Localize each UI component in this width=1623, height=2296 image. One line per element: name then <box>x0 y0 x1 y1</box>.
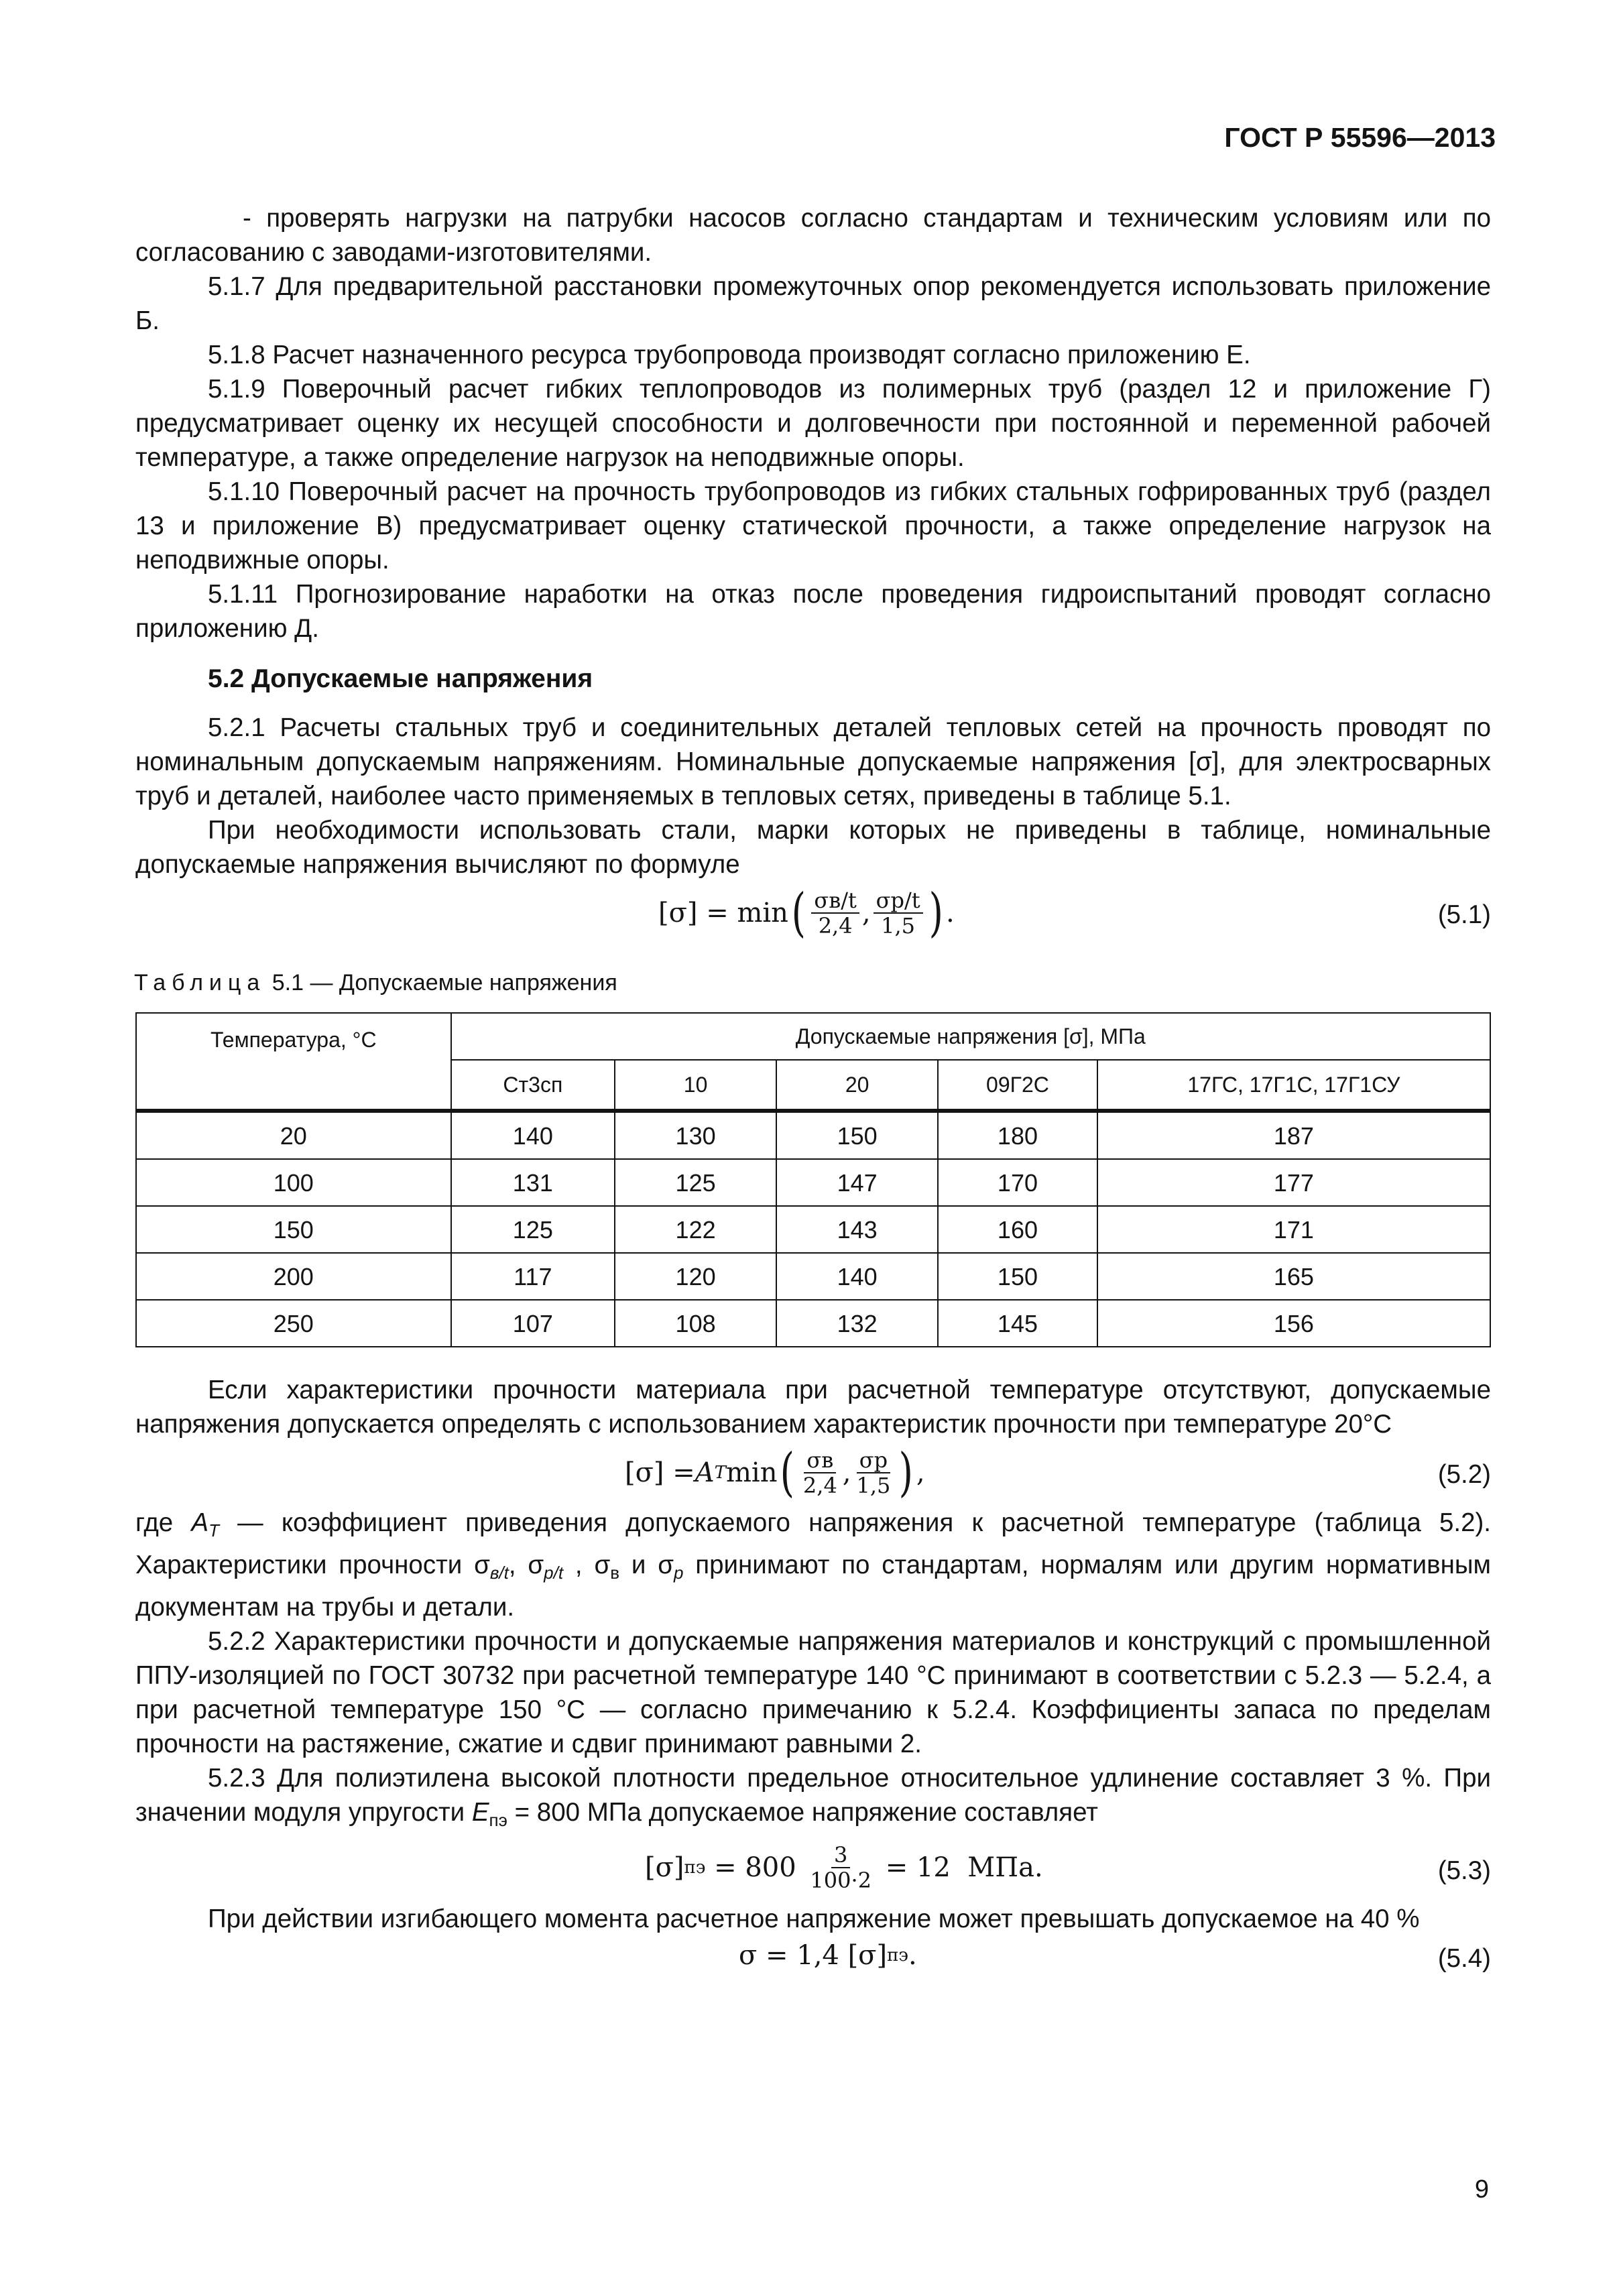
paragraph: 5.1.11 Прогнозирование наработки на отказ после проведения гидроиспытаний проводят согласно приложению Д. <box>135 580 1491 643</box>
table-cell: 107 <box>451 1300 615 1347</box>
paragraph: где $A_T$ — коэффициент приведения допускаемого напряжения к расчетной температуре (таблица 5.2). Характеристики прочности $\sigma_{в/t}$, $\sigma_{p/t}$ , $\sigma_в$ и $\sigma_p$ принимают по стандартам, нормалям или другим нормативным документам на трубы и детали. <box>135 1508 1492 1622</box>
table-header-temperature: Температура, °С <box>136 1013 451 1111</box>
document-header: ГОСТ Р 55596—2013 <box>1224 122 1496 153</box>
section-heading: 5.2 Допускаемые напряжения <box>208 664 593 693</box>
equation-5-2: [σ] = A T min ( $\frac{\sigma в}{2,4}$ , $\frac{\sigma p}{1,5}$ ) , (5.2) <box>625 1443 1491 1503</box>
equation-number: (5.4) <box>1437 1944 1491 1973</box>
paragraph: 5.1.9 Поверочный расчет гибких теплопроводов из полимерных труб (раздел 12 и приложение Г) предусматривает оценку их несущей способности и долговечности при постоянной и переменной рабочей температуре, а также определение нагрузок на неподвижные опоры. <box>135 375 1491 472</box>
table-cell: 130 <box>615 1111 776 1159</box>
paragraph: При необходимости использовать стали, марки которых не приведены в таблице, номинальные допускаемые напряжения вычисляют по формуле <box>135 816 1491 879</box>
table-row <box>136 1300 1490 1347</box>
table-row <box>136 1111 1490 1159</box>
table-cell: 140 <box>776 1253 938 1300</box>
table-cell: 177 <box>1097 1159 1490 1206</box>
paragraph: 5.1.8 Расчет назначенного ресурса трубопровода производят согласно приложению Е. <box>208 341 1251 369</box>
paragraph: 5.1.10 Поверочный расчет на прочность трубопроводов из гибких стальных гофрированных труб (раздел 13 и приложение В) предусматривает оценку статической прочности, а также определение нагрузок на неподвижные опоры. <box>135 477 1491 575</box>
table-cell: 143 <box>776 1206 938 1253</box>
paragraph: 5.2.2 Характеристики прочности и допускаемые напряжения материалов и конструкций с промышленной ППУ-изоляцией по ГОСТ 30732 при расчетной температуре 140 °С принимают в соответствии с 5.2.3 — 5.2.4, а при расчетной температуре 150 °С — согласно примечанию к 5.2.4. Коэффициенты запаса по пределам прочности на растяжение, сжатие и сдвиг принимают равными 2. <box>135 1627 1491 1758</box>
paragraph: - проверять нагрузки на патрубки насосов согласно стандартам и техническим условиям или по согласованию с заводами-изготовителями. <box>135 204 1491 267</box>
table-cell: 120 <box>615 1253 776 1300</box>
table-column-header: 09Г2С <box>938 1060 1097 1111</box>
equation-5-3: [σ] пэ = 800 $\frac{3}{100\cdot 2}$ = 12 МПа. (5.3) <box>645 1842 1491 1893</box>
table-row <box>136 1206 1490 1253</box>
table-column-header: Ст3сп <box>451 1060 615 1111</box>
table-caption: Таблица 5.1 — Допускаемые напряжения <box>134 970 617 995</box>
eq-numerator: σв/t <box>811 888 859 914</box>
table-cell: 122 <box>615 1206 776 1253</box>
table-cell: 147 <box>776 1159 938 1206</box>
table-cell: 171 <box>1097 1206 1490 1253</box>
table-cell: 140 <box>451 1111 615 1159</box>
table-cell: 170 <box>938 1159 1097 1206</box>
equation-5-4: σ = 1,4 [σ] пэ . (5.4) <box>135 1936 1491 1983</box>
eq-denominator: 2,4 <box>818 913 853 939</box>
table-cell: 150 <box>938 1253 1097 1300</box>
table-cell: 200 <box>136 1253 451 1300</box>
eq-lhs: [σ] = min <box>658 897 788 928</box>
table-cell: 125 <box>615 1159 776 1206</box>
table-cell: 132 <box>776 1300 938 1347</box>
table-cell: 250 <box>136 1300 451 1347</box>
table-cell: 165 <box>1097 1253 1490 1300</box>
table-row <box>136 1253 1490 1300</box>
table-cell: 125 <box>451 1206 615 1253</box>
table-cell: 108 <box>615 1300 776 1347</box>
table-cell: 131 <box>451 1159 615 1206</box>
table-column-header: 20 <box>776 1060 938 1111</box>
table-cell: 156 <box>1097 1300 1490 1347</box>
stress-table <box>135 1012 1491 1347</box>
table-cell: 145 <box>938 1300 1097 1347</box>
equation-number: (5.2) <box>1437 1460 1491 1489</box>
table-cell: 117 <box>451 1253 615 1300</box>
page-number: 9 <box>1474 2175 1489 2203</box>
table-column-header: 17ГС, 17Г1С, 17Г1СУ <box>1097 1060 1490 1111</box>
paragraph: 5.1.7 Для предварительной расстановки промежуточных опор рекомендуется использовать приложение Б. <box>135 272 1491 335</box>
table-cell: 160 <box>938 1206 1097 1253</box>
equation-number: (5.3) <box>1437 1856 1491 1885</box>
document-body <box>135 201 1491 1983</box>
table-cell: 180 <box>938 1111 1097 1159</box>
table-column-header: 10 <box>615 1060 776 1111</box>
equation-number: (5.1) <box>1437 900 1491 929</box>
eq-denominator: 1,5 <box>881 913 916 939</box>
table-header-group: Допускаемые напряжения [σ], МПа <box>451 1013 1490 1060</box>
table-row <box>136 1159 1490 1206</box>
table-cell: 150 <box>136 1206 451 1253</box>
table-cell: 187 <box>1097 1111 1490 1159</box>
paragraph: Если характеристики прочности материала при расчетной температуре отсутствуют, допускаемые напряжения допускается определять с использованием характеристик прочности при температуре 20°С <box>135 1376 1491 1439</box>
paragraph: При действии изгибающего момента расчетное напряжение может превышать допускаемое на 40 % <box>208 1905 1420 1933</box>
paragraph: 5.2.3 Для полиэтилена высокой плотности предельное относительное удлинение составляет 3 %. При значении модуля упругости $E_{пэ} = 800$ МПа допускаемое напряжение составляет <box>135 1764 1491 1830</box>
table-cell: 100 <box>136 1159 451 1206</box>
table-cell: 150 <box>776 1111 938 1159</box>
eq-numerator: σp/t <box>874 888 923 914</box>
equation-5-1: [σ] = min ( $\frac{\sigma в/t}{2,4}$ , $\frac{\sigma p/t}{1,5}$ ) . (5.1) <box>658 883 1491 943</box>
paragraph: 5.2.1 Расчеты стальных труб и соединительных деталей тепловых сетей на прочность проводят по номинальным допускаемым напряжениям. Номинальные допускаемые напряжения [σ], для электросварных труб и деталей, наиболее часто применяемых в тепловых сетях, приведены в таблице 5.1. <box>135 713 1491 810</box>
table-cell: 20 <box>136 1111 451 1159</box>
